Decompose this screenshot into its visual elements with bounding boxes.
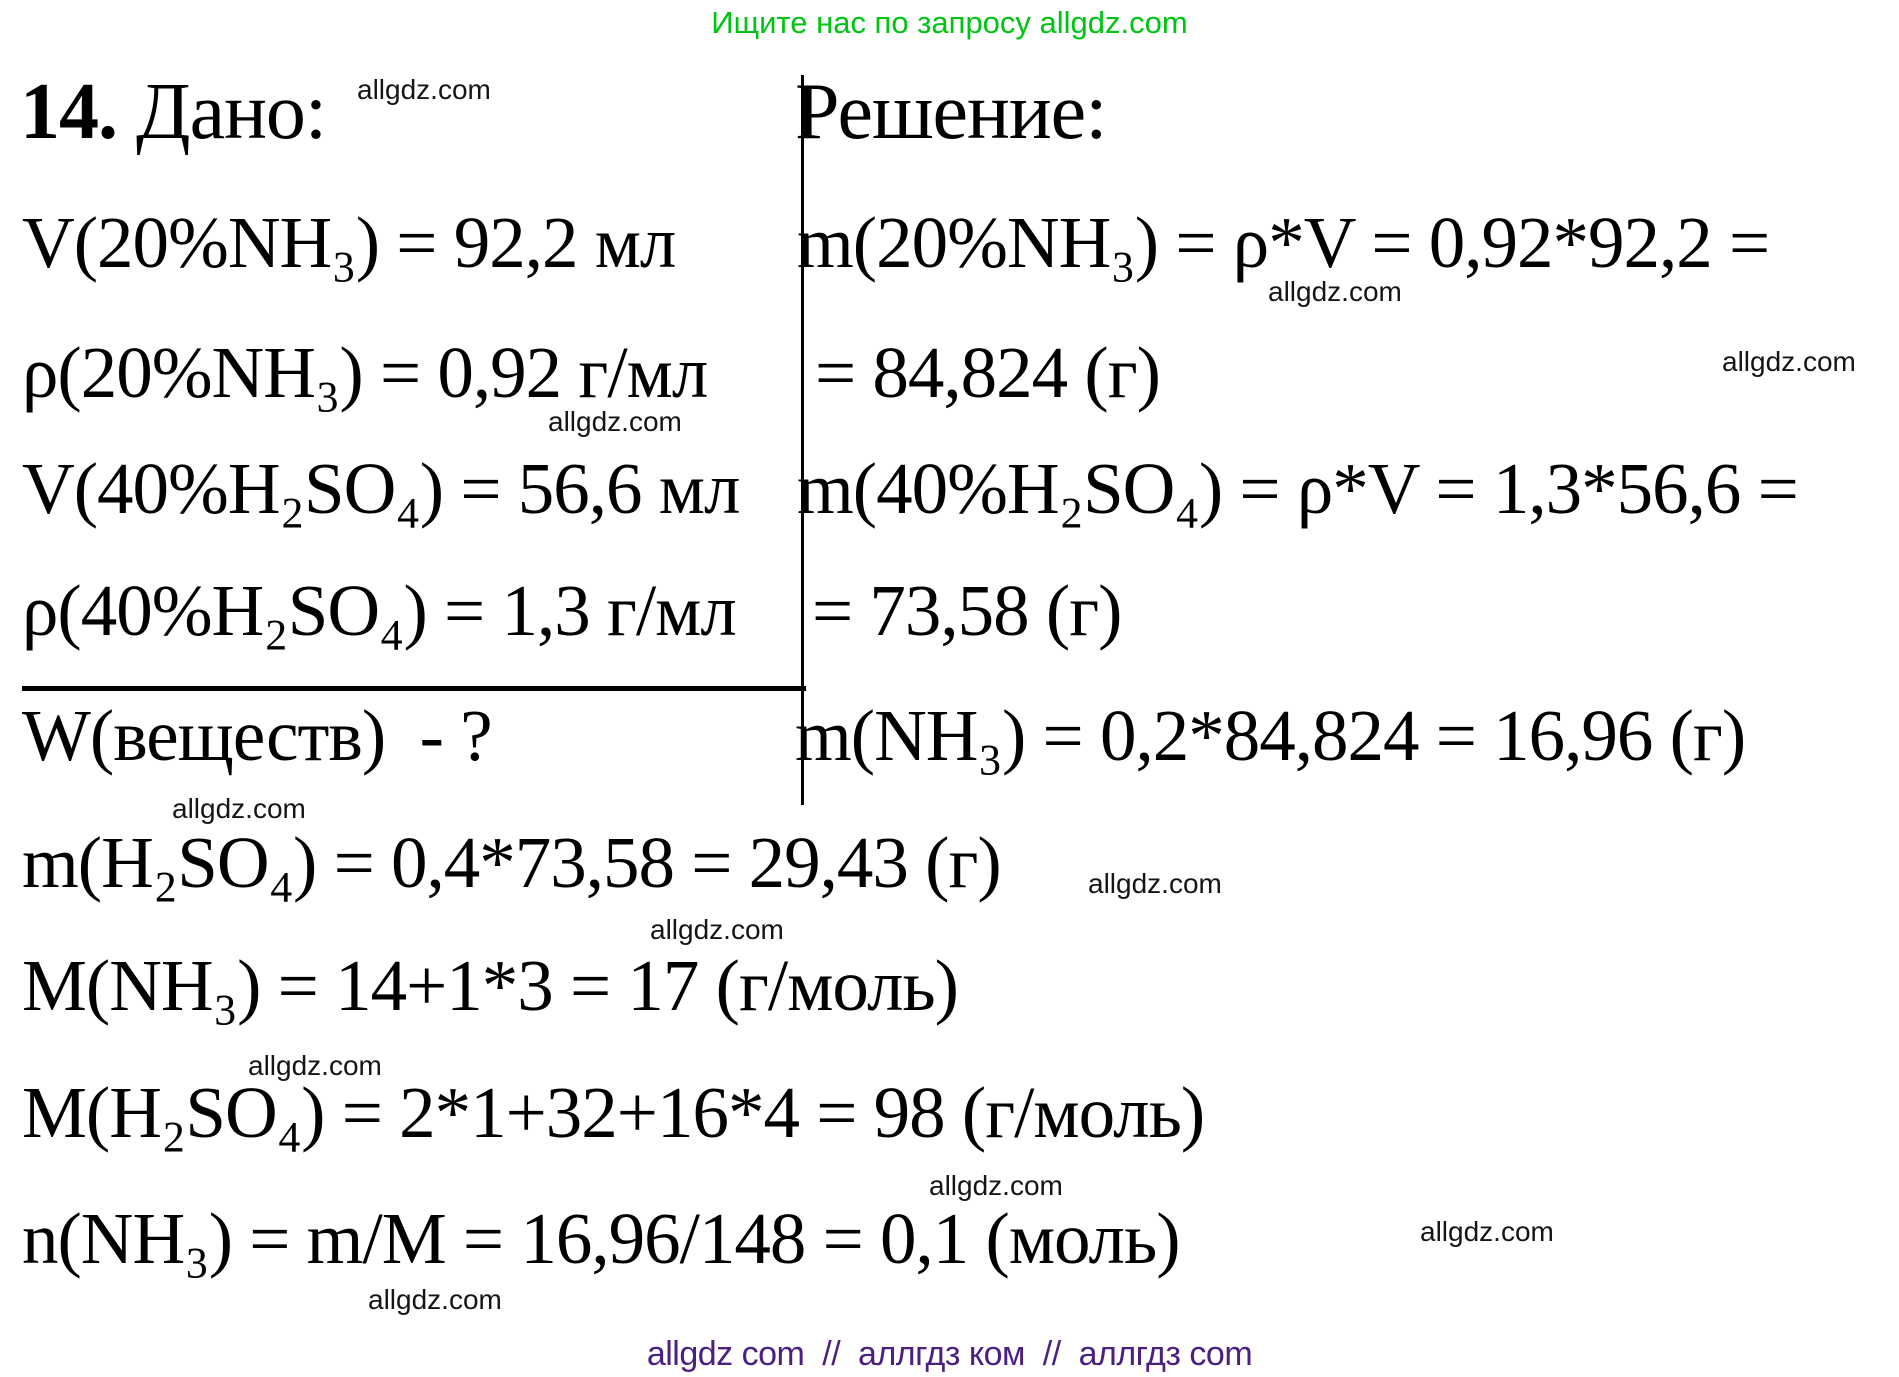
watermark: allgdz.com: [1722, 346, 1856, 377]
given-line-density-nh3: ρ(20%NH₃) = 0,92 г/мл: [22, 332, 708, 413]
given-label-text: Дано:: [136, 68, 327, 156]
given-label: [117, 68, 136, 156]
watermark: allgdz.com: [1420, 1216, 1554, 1247]
solution-line-mass-nh3-solution: m(20%NH₃) = ρ*V = 0,92*92,2 =: [797, 202, 1770, 283]
given-separator-line: [22, 686, 806, 691]
solution-line-mass-nh3-solution-result: = 84,824 (г): [815, 332, 1160, 413]
watermark: allgdz.com: [357, 74, 491, 105]
watermark: allgdz.com: [548, 406, 682, 437]
watermark: allgdz.com: [929, 1170, 1063, 1201]
solution-line-moles-nh3: n(NH₃) = m/M = 16,96/148 = 0,1 (моль): [22, 1198, 1180, 1279]
footer-domains: allgdz com // аллгдз ком // аллгдз com: [646, 1335, 1253, 1373]
given-line-density-h2so4: ρ(40%H₂SO₄) = 1,3 г/мл: [22, 570, 736, 651]
solution-line-mass-h2so4: m(H₂SO₄) = 0,4*73,58 = 29,43 (г): [22, 822, 1001, 903]
problem-number: 14.: [20, 68, 117, 156]
solution-line-molar-mass-h2so4: M(H₂SO₄) = 2*1+32+16*4 = 98 (г/моль): [22, 1072, 1205, 1153]
solution-line-mass-h2so4-solution: m(40%H₂SO₄) = ρ*V = 1,3*56,6 =: [797, 448, 1798, 529]
given-line-volume-h2so4: V(40%H₂SO₄) = 56,6 мл: [22, 448, 740, 529]
given-line-volume-nh3: V(20%NH₃) = 92,2 мл: [22, 202, 676, 283]
promo-banner: Ищите нас по запросу allgdz.com: [711, 5, 1188, 40]
solution-line-mass-nh3: m(NH₃) = 0,2*84,824 = 16,96 (г): [795, 695, 1746, 776]
watermark: allgdz.com: [1088, 868, 1222, 899]
watermark: allgdz.com: [248, 1050, 382, 1081]
problem-title: [20, 68, 327, 156]
watermark: allgdz.com: [172, 793, 306, 824]
watermark: allgdz.com: [1268, 276, 1402, 307]
find-line: W(веществ) - ?: [22, 695, 492, 776]
watermark: allgdz.com: [368, 1284, 502, 1315]
solution-line-molar-mass-nh3: M(NH₃) = 14+1*3 = 17 (г/моль): [22, 945, 958, 1026]
solution-label: Решение:: [795, 68, 1107, 156]
solution-line-mass-h2so4-solution-result: = 73,58 (г): [812, 570, 1122, 651]
watermark: allgdz.com: [650, 914, 784, 945]
